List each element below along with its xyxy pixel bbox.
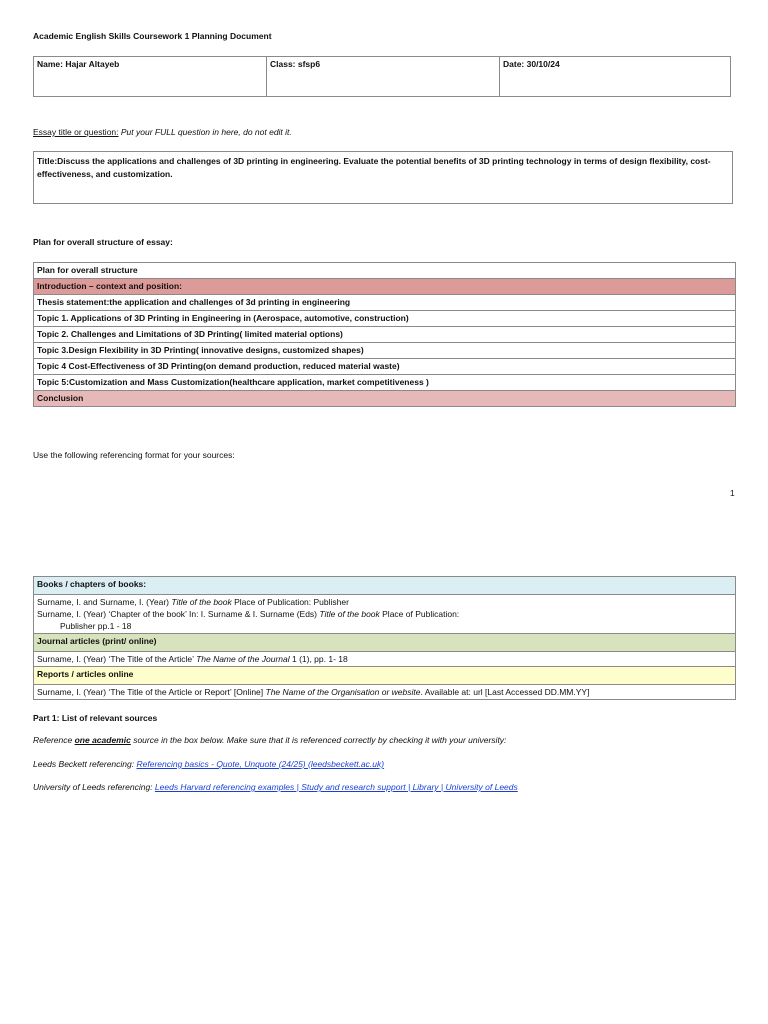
books-header: Books / chapters of books: [34,577,736,595]
reference-instruction: Reference one academic source in the box below. Make sure that it is referenced correctly by checking it with your university: [33,735,507,745]
leeds-link[interactable]: Leeds Harvard referencing examples | Study and research support | Library | University of Leeds [154,782,518,792]
essay-instruction: Put your FULL question in here, do not edit it. [118,127,292,137]
journal-format: Surname, I. (Year) ‘The Title of the Article’ The Name of the Journal 1 (1), pp. 1- 18 [34,652,736,667]
one-academic-emphasis: one academic [74,735,131,745]
page-number: 1 [730,488,735,498]
journal-header: Journal articles (print/ online) [34,634,736,652]
essay-title-box[interactable]: Title:Discuss the applications and challenges of 3D printing in engineering. Evaluate the potential benefits of 3D printing technology in terms of design flexibility, cost-effectiveness, and customization. [33,151,733,204]
class-cell: Class: sfsp6 [267,57,500,97]
plan-row[interactable]: Introduction – context and position: [34,279,736,295]
leeds-beckett-line: Leeds Beckett referencing: Referencing basics - Quote, Unquote (24/25) (leedsbeckett.ac.uk) [33,759,385,769]
referencing-table [33,576,736,700]
date-cell: Date: 30/10/24 [500,57,731,97]
referencing-intro: Use the following referencing format for your sources: [33,450,235,460]
essay-title-label [33,127,292,137]
reports-format: Surname, I. (Year) ‘The Title of the Article or Report’ [Online] The Name of the Organisation or website. Available at: url [Last Accessed DD.MM.YY] [34,685,736,700]
header-table [33,56,731,97]
books-format: Surname, I. and Surname, I. (Year) Title of the book Place of Publication: Publisher Surname, I. (Year) ‘Chapter of the book’ In: I. Surname & I. Surname (Eds) Title of the book Place of Publication: Publisher pp.1 - 18 [34,595,736,634]
plan-row[interactable]: Topic 5:Customization and Mass Customization(healthcare application, market competitiveness ) [34,375,736,391]
plan-table [33,262,736,407]
essay-label-text: Essay title or question: [33,127,119,137]
plan-row[interactable]: Topic 3.Design Flexibility in 3D Printing( innovative designs, customized shapes) [34,343,736,359]
document-title: Academic English Skills Coursework 1 Planning Document [33,31,272,41]
plan-row[interactable]: Topic 2. Challenges and Limitations of 3D Printing( limited material options) [34,327,736,343]
leeds-line: University of Leeds referencing: Leeds Harvard referencing examples | Study and research support | Library | University of Leeds [33,782,518,792]
plan-row[interactable]: Topic 1. Applications of 3D Printing in Engineering in (Aerospace, automotive, construction) [34,311,736,327]
reports-header: Reports / articles online [34,667,736,685]
name-cell: Name: Hajar Altayeb [34,57,267,97]
plan-row[interactable]: Conclusion [34,391,736,407]
plan-row[interactable]: Thesis statement:the application and challenges of 3d printing in engineering [34,295,736,311]
plan-label: Plan for overall structure of essay: [33,237,173,247]
leeds-beckett-link[interactable]: Referencing basics - Quote, Unquote (24/25) (leedsbeckett.ac.uk) [136,759,385,769]
part1-heading: Part 1: List of relevant sources [33,713,158,723]
plan-row[interactable]: Topic 4 Cost-Effectiveness of 3D Printing(on demand production, reduced material waste) [34,359,736,375]
plan-row[interactable]: Plan for overall structure [34,263,736,279]
